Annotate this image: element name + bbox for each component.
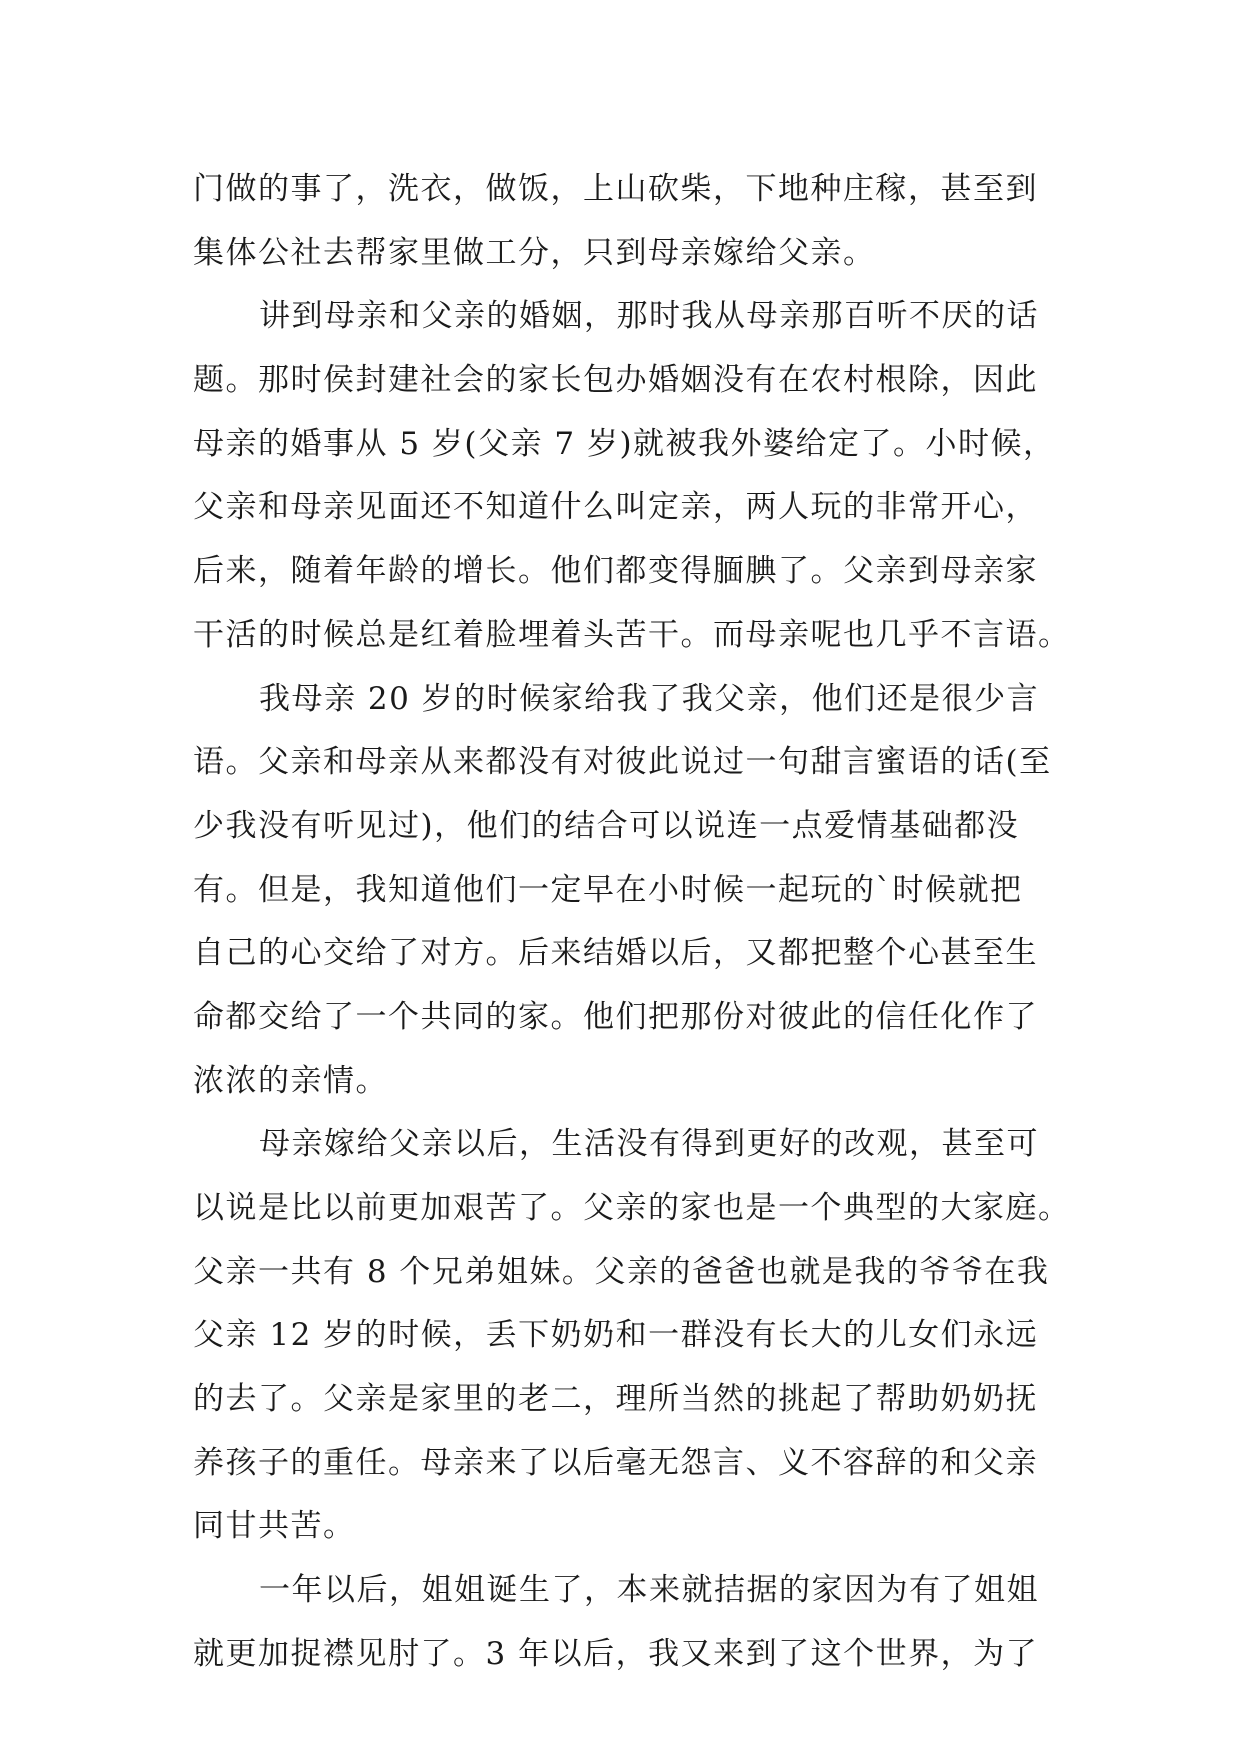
text-line: 门做的事了，洗衣，做饭，上山砍柴，下地种庄稼，甚至到 (193, 171, 1038, 207)
paragraph-first-line: 母亲嫁给父亲以后，生活没有得到更好的改观，甚至可 (259, 1126, 1039, 1163)
text-line: 的去了。父亲是家里的老二，理所当然的挑起了帮助奶奶抚 (193, 1381, 1038, 1418)
text-line: 有。但是，我知道他们一定早在小时候一起玩的`时候就把 (193, 871, 1023, 908)
paragraph-first-line: 一年以后，姐姐诞生了，本来就拮据的家因为有了姐姐 (259, 1572, 1039, 1609)
text-line: 后来，随着年龄的增长。他们都变得腼腆了。父亲到母亲家 (193, 553, 1038, 590)
text-line: 养孩子的重任。母亲来了以后毫无怨言、义不容辞的和父亲 (193, 1444, 1038, 1481)
body-text (193, 158, 1071, 1687)
text-line: 就更加捉襟见肘了。3 年以后，我又来到了这个世界，为了 (193, 1635, 1039, 1672)
text-line: 父亲 12 岁的时候，丢下奶奶和一群没有长大的儿女们永远 (193, 1317, 1039, 1354)
paragraph-first-line: 讲到母亲和父亲的婚姻，那时我从母亲那百听不厌的话 (259, 298, 1039, 335)
text-line: 干活的时候总是红着脸埋着头苦干。而母亲呢也几乎不言语。 (193, 616, 1071, 653)
paragraph-first-line: 我母亲 20 岁的时候家给我了我父亲，他们还是很少言 (259, 680, 1040, 717)
text-line: 以说是比以前更加艰苦了。父亲的家也是一个典型的大家庭。 (193, 1190, 1071, 1226)
text-line: 命都交给了一个共同的家。他们把那份对彼此的信任化作了 (193, 998, 1038, 1035)
text-line: 少我没有听见过)，他们的结合可以说连一点爱情基础都没 (193, 807, 1020, 844)
text-line: 父亲一共有 8 个兄弟姐妹。父亲的爸爸也就是我的爷爷在我 (193, 1253, 1050, 1290)
text-line: 语。父亲和母亲从来都没有对彼此说过一句甜言蜜语的话(至 (193, 744, 1052, 781)
text-line: 浓浓的亲情。 (193, 1062, 388, 1099)
text-line: 题。那时侯封建社会的家长包办婚姻没有在农村根除，因此 (193, 362, 1038, 399)
text-line: 同甘共苦。 (193, 1508, 356, 1545)
text-line: 父亲和母亲见面还不知道什么叫定亲，两人玩的非常开心， (193, 489, 1038, 526)
text-line: 集体公社去帮家里做工分，只到母亲嫁给父亲。 (193, 234, 876, 271)
text-line: 母亲的婚事从 5 岁(父亲 7 岁)就被我外婆给定了。小时候， (193, 425, 1056, 462)
text-line: 自己的心交给了对方。后来结婚以后，又都把整个心甚至生 (193, 935, 1038, 972)
